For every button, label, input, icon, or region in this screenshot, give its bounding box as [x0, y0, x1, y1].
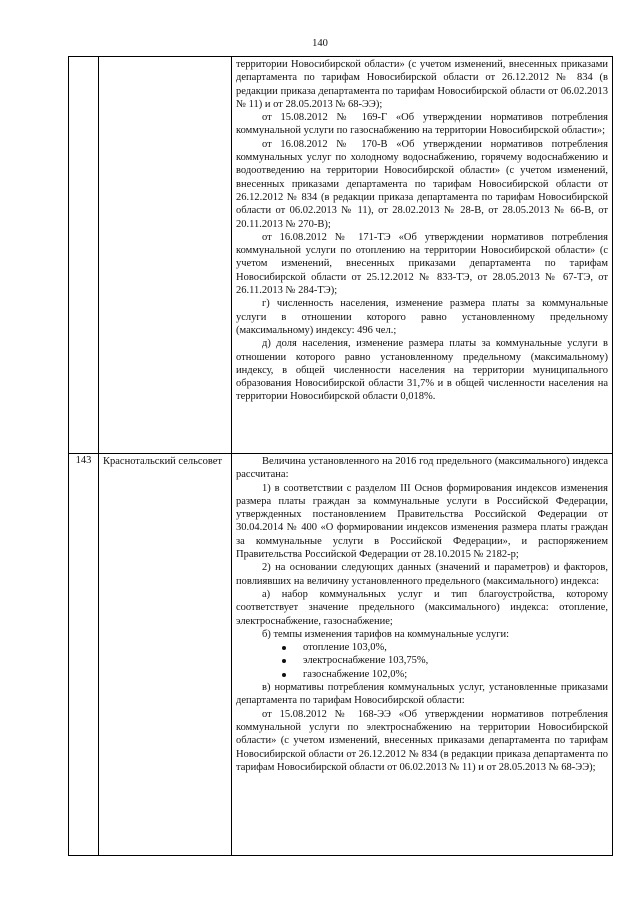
- table-row: [69, 454, 613, 856]
- paragraph: от 15.08.2012 № 168-ЭЭ «Об утверждении нормативов потребления коммунальной услуги по электроснабжению на территории Новосибирской области» (с учетом изменений, внесенных приказами департамента по тарифам Новосибирской области от 26.12.2012 № 834 (в редакции приказа департамента по тарифам Новосибирской области от 06.02.2013 № 11) и от 28.05.2013 № 68-ЭЭ);: [236, 708, 608, 773]
- row-number: [69, 57, 99, 454]
- tariff-rates-list: [236, 641, 608, 681]
- paragraph: 2) на основании следующих данных (значений и параметров) и факторов, повлиявших на величину установленного предельного (максимального) индекса:: [236, 562, 608, 587]
- row-description: [232, 57, 613, 454]
- page-number: 140: [312, 38, 328, 49]
- paragraph: от 16.08.2012 № 171-ТЭ «Об утверждении нормативов потребления коммунальной услуги по отоплению на территории Новосибирской области» (с учетом изменений, внесенных приказами департамента по тарифам Новосибирской области от 25.12.2012 № 833-ТЭ, от 28.05.2013 № 67-ТЭ, от 26.11.2013 № 284-ТЭ);: [236, 231, 608, 297]
- paragraph: б) темпы изменения тарифов на коммунальные услуги:: [262, 628, 510, 640]
- municipality-name: [99, 57, 232, 454]
- paragraph: территории Новосибирской области» (с учетом изменений, внесенных приказами департамента по тарифам Новосибирской области от 26.12.2012 № 834 (в редакции приказа департамента по тарифам Новосибирской области от 06.02.2013 № 11) и от 28.05.2013 № 68-ЭЭ);: [236, 59, 608, 110]
- list-item: газоснабжение 102,0%;: [282, 668, 608, 681]
- row-number: 143: [69, 454, 99, 856]
- list-item: электроснабжение 103,75%,: [282, 654, 608, 667]
- paragraph: д) доля населения, изменение размера платы за коммунальные услуги в отношении которого равно установленному предельному (максимальному) индексу, в общей численности населения на территории муниципального образования Новосибирской области 31,7% и в общей численности населения на территории Новосибирской области 0,018%.: [236, 338, 608, 403]
- paragraph: 1) в соответствии с разделом III Основ формирования индексов изменения размера платы граждан за коммунальные услуги в Российской Федерации, утвержденных постановлением Правительства Российской Федерации от 30.04.2014 № 400 «О формировании индексов изменения размера платы граждан за коммунальные услуги в Российской Федерации», и распоряжением Правительства Российской Федерации от 28.10.2015 № 2182-р;: [236, 482, 608, 561]
- list-item: отопление 103,0%,: [282, 641, 608, 654]
- paragraph: Величина установленного на 2016 год предельного (максимального) индекса рассчитана:: [236, 456, 608, 481]
- tariff-index-table: [68, 56, 613, 856]
- municipality-name: Краснотальский сельсовет: [99, 454, 232, 856]
- paragraph: а) набор коммунальных услуг и тип благоустройства, которому соответствует значение предельного (максимального) индекса: отопление, электроснабжение, газоснабжение;: [236, 588, 608, 627]
- paragraph: от 16.08.2012 № 170-В «Об утверждении нормативов потребления коммунальных услуг по холодному водоснабжению, горячему водоснабжению и водоотведению на территории Новосибирской области» (с учетом изменений, внесенных приказами департамента по тарифам Новосибирской области от 26.12.2012 № 834 (в редакции приказа департамента по тарифам Новосибирской области от 06.02.2013 № 11), от 28.02.2013 № 28-В, от 28.05.2013 № 66-В, от 20.11.2013 № 270-В);: [236, 138, 608, 230]
- row-description: [232, 454, 613, 856]
- paragraph: г) численность населения, изменение размера платы за коммунальные услуги в отношении которого равно установленному предельному (максимальному) индексу: 496 чел.;: [236, 298, 608, 336]
- paragraph: от 15.08.2012 № 169-Г «Об утверждении нормативов потребления коммунальной услуги по газоснабжению на территории Новосибирской области»;: [236, 112, 608, 137]
- table-row: [69, 57, 613, 454]
- paragraph: в) нормативы потребления коммунальных услуг, установленные приказами департамента по тарифам Новосибирской области:: [236, 682, 608, 707]
